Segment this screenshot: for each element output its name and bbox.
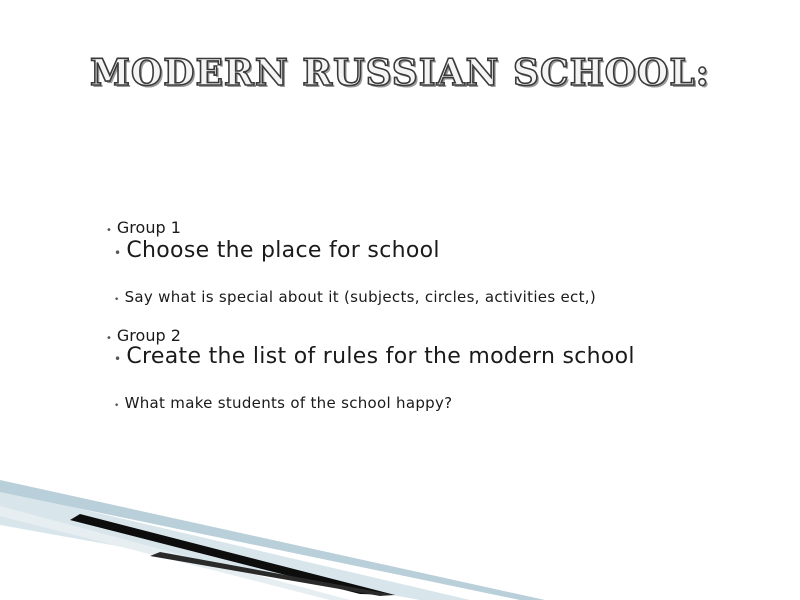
bullet-group-2-detail bbox=[114, 394, 452, 412]
stripe-dark bbox=[70, 514, 395, 595]
group-2-task-main: Create the list of rules for the modern school bbox=[126, 344, 635, 369]
bullet-group-1-detail bbox=[114, 288, 596, 306]
group-1-label: Group 1 bbox=[116, 218, 181, 237]
group-1-task-main: Choose the place for school bbox=[126, 238, 440, 263]
bullet-icon: • bbox=[114, 401, 120, 411]
bullet-icon: • bbox=[106, 333, 112, 344]
bullet-icon: • bbox=[114, 295, 120, 305]
bullet-group-2-task bbox=[114, 344, 635, 369]
group-1-task-detail: Say what is special about it (subjects, circles, activities ect,) bbox=[124, 288, 596, 306]
group-2-task-detail: What make students of the school happy? bbox=[124, 394, 453, 412]
slide-title: MODERN RUSSIAN SCHOOL: bbox=[90, 52, 710, 94]
bullet-group-1-task bbox=[114, 238, 440, 263]
bullet-icon: • bbox=[114, 246, 122, 260]
bullet-group-2 bbox=[106, 326, 181, 345]
group-2-label: Group 2 bbox=[116, 326, 181, 345]
decorative-stripes bbox=[0, 470, 800, 600]
bullet-icon: • bbox=[114, 352, 122, 366]
bullet-group-1 bbox=[106, 218, 181, 237]
bullet-icon: • bbox=[106, 225, 112, 236]
